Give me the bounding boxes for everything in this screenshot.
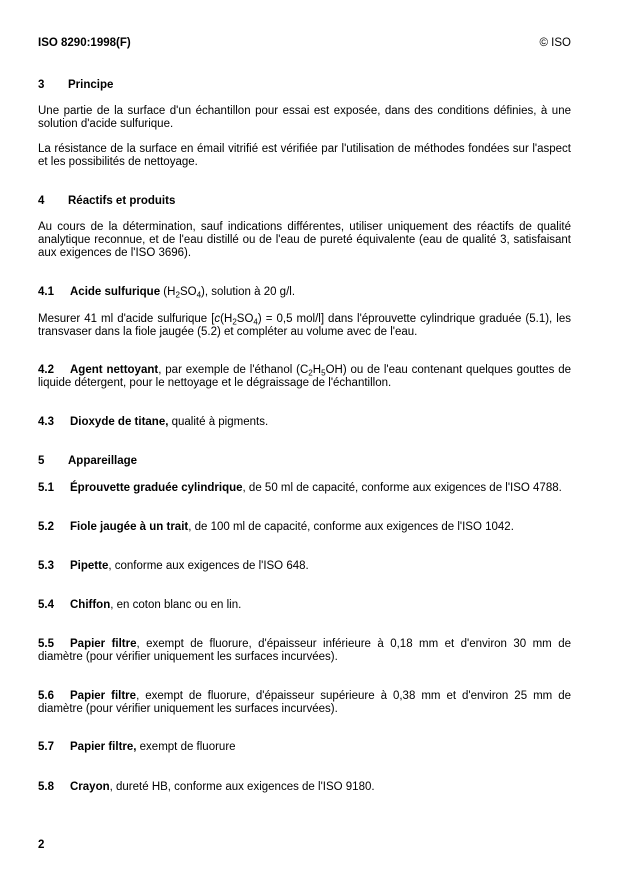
page-number: 2 — [38, 839, 45, 851]
clause-number: 5.2 — [38, 521, 54, 533]
clause-text: qualité à pigments. — [168, 416, 269, 428]
clause-text: , de 50 ml de capacité, conforme aux exigences de l'ISO 4788. — [242, 482, 562, 494]
subscript: 4 — [196, 290, 202, 300]
clause-term: Pipette — [70, 560, 109, 572]
subscript: 2 — [232, 317, 237, 327]
clause-text: , de 100 ml de capacité, conforme aux exigences de l'ISO 1042. — [188, 521, 514, 533]
subscript: 2 — [175, 290, 180, 300]
paragraph: Une partie de la surface d'un échantillon pour essai est exposée, dans des conditions définies, à une solution d'acide sulfurique. — [38, 105, 571, 130]
clause-term: Éprouvette graduée cylindrique — [70, 482, 243, 494]
clause-text: , dureté HB, conforme aux exigences de l'ISO 9180. — [109, 781, 375, 793]
clause-item — [38, 638, 571, 664]
clause-number: 5.1 — [38, 482, 54, 494]
clause-text: SO — [179, 286, 197, 298]
page-header — [38, 37, 571, 50]
section-title: Réactifs et produits — [68, 195, 176, 207]
clause-number: 5.5 — [38, 638, 54, 650]
clause-item — [38, 364, 571, 390]
subscript: 2 — [308, 368, 313, 378]
clause-text: , en coton blanc ou en lin. — [110, 599, 242, 611]
clause-item — [38, 482, 571, 495]
subscript: 4 — [253, 317, 258, 327]
paragraph — [38, 313, 571, 339]
clause-number: 4.3 — [38, 416, 54, 428]
clause-text: , exempt de fluorure, d'épaisseur supérieure à 0,38 mm et d'environ 25 mm de diamètre (pour vérifier uniquement les surfaces incurvées). — [38, 690, 571, 715]
clause-text: , par exemple de l'éthanol (C — [158, 364, 309, 376]
section-number: 4 — [38, 195, 45, 207]
clause-term: Papier filtre, — [70, 741, 137, 753]
clause-number: 5.6 — [38, 690, 54, 702]
clause-text: , exempt de fluorure, d'épaisseur inférieure à 0,18 mm et d'environ 30 mm de diamètre (pour vérifier uniquement les surfaces incurvées). — [38, 638, 571, 663]
clause-text: (H — [160, 286, 176, 298]
clause-number: 5.3 — [38, 560, 54, 572]
paragraph-text: ) = 0,5 mol/l] dans l'éprouvette cylindrique graduée (5.1), les transvaser dans la fiole jaugée (5.2) et compléter au volume avec de l'eau. — [38, 313, 571, 338]
clause-number: 5.7 — [38, 741, 54, 753]
clause-item — [38, 690, 571, 716]
section-heading — [38, 195, 571, 208]
section-number: 3 — [38, 79, 45, 91]
paragraph: Au cours de la détermination, sauf indications différentes, utiliser uniquement des réactifs de qualité analytique reconnue, et de l'eau distillé ou de l'eau de pureté équivalente (eau de qualité 3, satisfaisant aux exigences de l'ISO 3696). — [38, 221, 571, 259]
clause-term: Papier filtre — [70, 690, 137, 702]
clause-text: , conforme aux exigences de l'ISO 648. — [108, 560, 309, 572]
copyright: © ISO — [539, 37, 571, 49]
clause-item — [38, 741, 571, 754]
clause-term: Fiole jaugée à un trait — [70, 521, 189, 533]
subscript: 5 — [321, 368, 326, 378]
paragraph: La résistance de la surface en émail vitrifié est vérifiée par l'utilisation de méthodes fondées sur l'aspect et les possibilités de nettoyage. — [38, 143, 571, 168]
section-title: Principe — [68, 79, 114, 91]
clause-text: H — [312, 364, 322, 376]
clause-number: 4.2 — [38, 364, 54, 376]
clause-number: 5.4 — [38, 599, 54, 611]
clause-term: Papier filtre — [70, 638, 137, 650]
clause-item — [38, 781, 571, 794]
clause-number: 4.1 — [38, 286, 54, 298]
section-title: Appareillage — [68, 455, 138, 467]
section-heading — [38, 79, 571, 92]
paragraph-text: Mesurer 41 ml d'acide sulfurique [ — [38, 313, 215, 325]
clause-item — [38, 560, 571, 573]
clause-term: Dioxyde de titane, — [70, 416, 169, 428]
clause-term: Crayon — [70, 781, 110, 793]
paragraph-text: (H — [220, 313, 233, 325]
clause-item — [38, 286, 571, 299]
clause-item — [38, 599, 571, 612]
concentration-symbol: c — [214, 313, 221, 325]
section-heading — [38, 455, 571, 468]
clause-text: ), solution à 20 g/l. — [201, 286, 296, 298]
document-id: ISO 8290:1998(F) — [38, 37, 131, 49]
paragraph-text: SO — [236, 313, 254, 325]
section-number: 5 — [38, 455, 45, 467]
clause-text: OH) ou de l'eau contenant quelques gouttes de liquide détergent, pour le nettoyage et le dégraissage de l'échantillon. — [38, 364, 571, 389]
clause-item — [38, 521, 571, 534]
clause-term: Acide sulfurique — [70, 286, 161, 298]
clause-term: Agent nettoyant — [70, 364, 159, 376]
clause-text: exempt de fluorure — [136, 741, 236, 753]
clause-number: 5.8 — [38, 781, 54, 793]
clause-term: Chiffon — [70, 599, 111, 611]
clause-item — [38, 416, 571, 429]
